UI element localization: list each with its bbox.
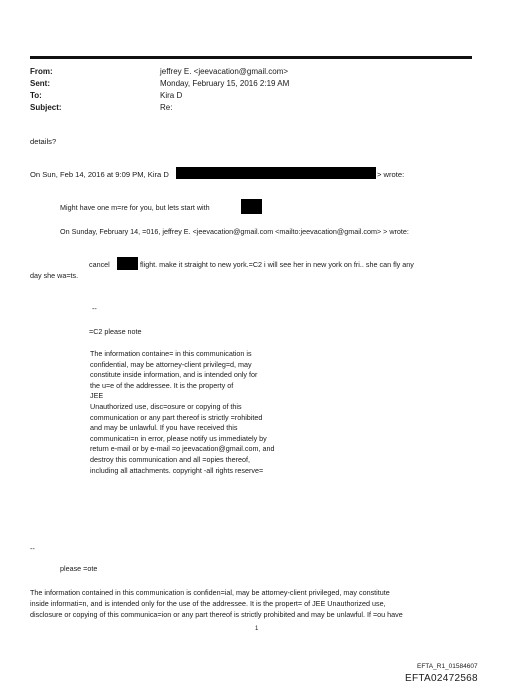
- sent-value: Monday, February 15, 2016 2:19 AM: [160, 79, 290, 88]
- on-sun-line: On Sun, Feb 14, 2016 at 9:09 PM, Kira D: [30, 170, 169, 179]
- header-rule: [30, 56, 472, 59]
- cancel-word: cancel: [89, 260, 110, 269]
- notice-line: the u=e of the addressee. It is the property of: [90, 380, 234, 390]
- subject-label: Subject:: [30, 103, 62, 112]
- subject-value: Re:: [160, 103, 173, 112]
- notice-line: communication or any part thereof is strictly =rohibited: [90, 412, 263, 422]
- confidentiality-notice: [90, 349, 330, 476]
- to-value: Kira D: [160, 91, 183, 100]
- please-note-line: =C2 please note: [89, 327, 142, 336]
- day-line: day she wa=ts.: [30, 271, 79, 280]
- dashes: --: [30, 544, 35, 553]
- redaction-bar: [241, 199, 262, 214]
- notice-line: destroy this communication and all =opies thereof,: [90, 454, 251, 464]
- sent-label: Sent:: [30, 79, 50, 88]
- notice-line: JEE: [90, 391, 104, 401]
- from-label: From:: [30, 67, 53, 76]
- to-label: To:: [30, 91, 42, 100]
- notice-line: Unauthorized use, disc=osure or copying of this: [90, 401, 242, 411]
- might-have-line: Might have one m=re for you, but lets start with: [60, 203, 210, 212]
- bates-number-small: EFTA_R1_01584607: [417, 663, 478, 670]
- please-ote-line: please =ote: [60, 564, 98, 573]
- notice-line: including all attachments. copyright -all rights reserve=: [90, 465, 264, 475]
- bates-number: EFTA02472568: [405, 673, 478, 684]
- notice-line: communicati=n in error, please notify us immediately by: [90, 433, 267, 443]
- flight-line: flight. make it straight to new york.=C2 i will see her in new york on fri.. she can fly any: [140, 260, 414, 269]
- on-sunday-line: On Sunday, February 14, =016, jeffrey E. <jeevacation@gmail.com <mailto:jeevacation@gmail.com> > wrote:: [60, 227, 409, 236]
- details-line: details?: [30, 137, 57, 146]
- final-line: The information contained in this communication is confiden=ial, may be attorney-client privileged, may constitute: [30, 588, 390, 597]
- redaction-bar: [117, 257, 138, 270]
- from-value: jeffrey E. <jeevacation@gmail.com>: [160, 67, 289, 76]
- notice-line: return e-mail or by e-mail =o jeevacation@gmail.com, and: [90, 444, 275, 454]
- notice-line: confidential, may be attorney-client privileg=d, may: [90, 359, 252, 369]
- page-number: 1: [255, 626, 259, 632]
- notice-line: and may be unlawful. If you have received this: [90, 423, 238, 433]
- final-line: inside informati=n, and is intended only for the use of the addressee. It is the propert= of JEE Unauthorized use,: [30, 598, 386, 608]
- dashes: --: [92, 304, 97, 313]
- final-line: disclosure or copying of this communica=ion or any part thereof is strictly prohibited and may be unlawful. If =ou have: [30, 609, 403, 619]
- notice-line: The information containe= in this communication is: [90, 349, 252, 358]
- final-notice: [30, 588, 403, 620]
- wrote-suffix: > wrote:: [377, 170, 405, 179]
- redaction-bar: [176, 167, 376, 179]
- notice-line: constitute inside information, and is intended only for: [90, 370, 258, 380]
